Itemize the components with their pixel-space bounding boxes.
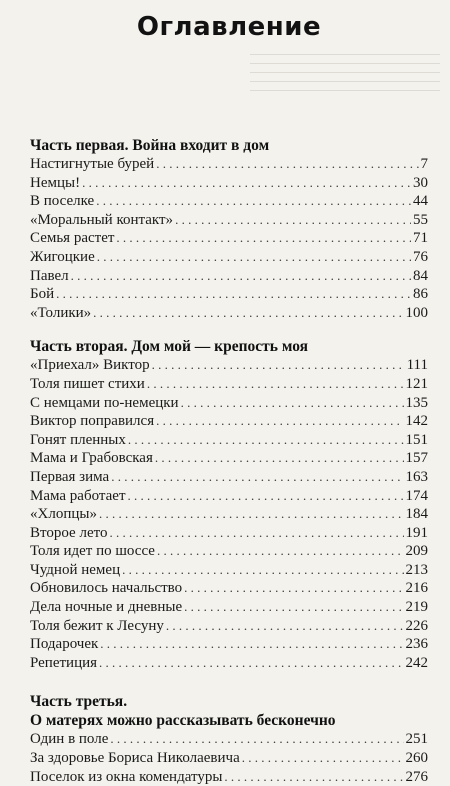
toc-entry[interactable]: Виктор поправился . . . 142 [30, 412, 428, 431]
bleed-through-decoration [250, 46, 440, 99]
toc-entry[interactable]: Немцы! . . . 30 [30, 174, 428, 193]
toc-entry[interactable]: Подарочек . . . 236 [30, 635, 428, 654]
part-2-heading: Часть вторая. Дом мой — крепость моя [30, 338, 309, 356]
toc-entry[interactable]: Толя идет по шоссе . . . 209 [30, 542, 428, 561]
toc-entry[interactable]: Мама работает . . . 174 [30, 487, 428, 506]
toc-entry[interactable]: Гонят пленных . . . 151 [30, 431, 428, 450]
toc-entry[interactable]: Поселок из окна комендатуры . . . 276 [30, 768, 428, 786]
toc-entry[interactable]: Жигоцкие . . . 76 [30, 248, 428, 267]
toc-entry[interactable]: Бой . . . 86 [30, 285, 428, 304]
toc-entry[interactable]: Толя пишет стихи . . . 121 [30, 375, 428, 394]
toc-entry[interactable]: «Толики» . . . 100 [30, 304, 428, 323]
toc-entry[interactable]: Павел . . . 84 [30, 267, 428, 286]
toc-entry[interactable]: С немцами по-немецки . . . 135 [30, 394, 428, 413]
toc-entry[interactable]: В поселке . . . 44 [30, 192, 428, 211]
part-3-heading: Часть третья. О матерях можно рассказывать бесконечно [30, 693, 336, 730]
part-2-entries [30, 356, 428, 672]
toc-entry[interactable]: «Моральный контакт» . . . 55 [30, 211, 428, 230]
toc-entry[interactable]: Чудной немец . . . 213 [30, 561, 428, 580]
part-1-entries [30, 155, 428, 322]
toc-entry[interactable]: Семья растет . . . 71 [30, 229, 428, 248]
toc-entry[interactable]: Репетиция . . . 242 [30, 654, 428, 673]
toc-entry[interactable]: Обновилось начальство . . . 216 [30, 579, 428, 598]
toc-entry[interactable]: Настигнутые бурей . . . 7 [30, 155, 428, 174]
toc-entry[interactable]: Первая зима . . . 163 [30, 468, 428, 487]
toc-entry[interactable]: Один в поле . . . 251 [30, 730, 428, 749]
toc-entry[interactable]: Толя бежит к Лесуну . . . 226 [30, 617, 428, 636]
part-2 [30, 337, 428, 672]
part-3 [30, 692, 428, 786]
part-1 [30, 136, 428, 322]
part-3-entries [30, 730, 428, 786]
toc-entry[interactable]: «Хлопцы» . . . 184 [30, 505, 428, 524]
part-1-heading: Часть первая. Война входит в дом [30, 137, 270, 154]
toc-entry[interactable]: «Приехал» Виктор . . . 111 [30, 356, 428, 375]
toc-entry[interactable]: За здоровье Бориса Николаевича . . . 260 [30, 749, 428, 768]
page-title: Оглавление [136, 12, 322, 42]
toc-entry[interactable]: Дела ночные и дневные . . . 219 [30, 598, 428, 617]
toc-entry[interactable]: Мама и Грабовская . . . 157 [30, 449, 428, 468]
toc-entry[interactable]: Второе лето . . . 191 [30, 524, 428, 543]
